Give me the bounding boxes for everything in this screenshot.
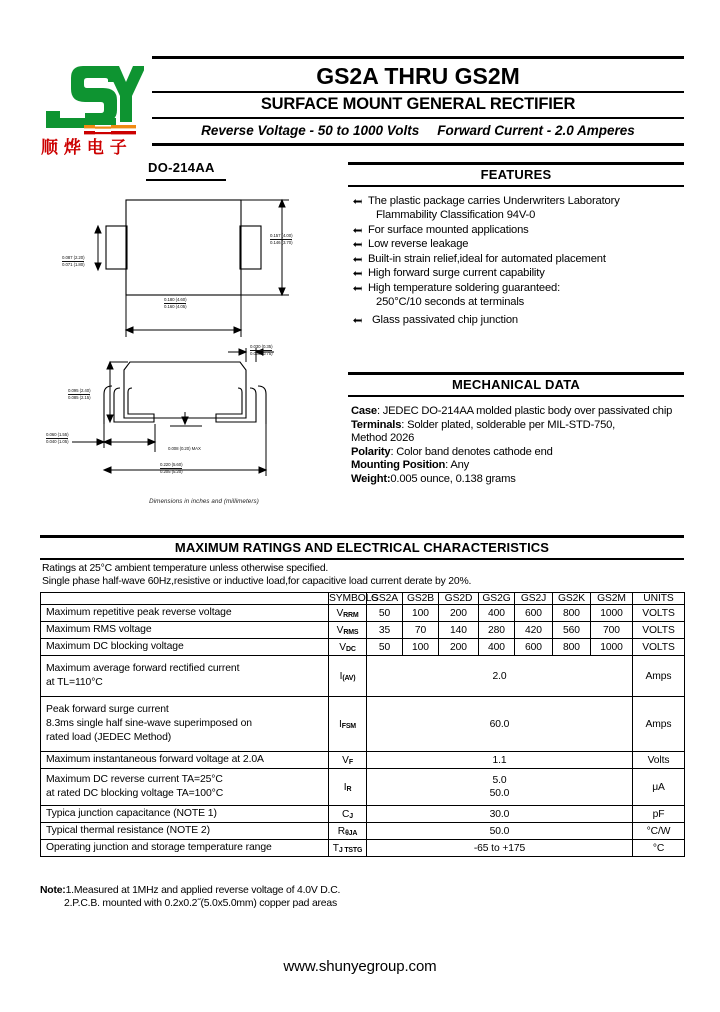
mechanical-row: Mounting Position: Any: [351, 459, 470, 472]
row-value: 100: [403, 605, 439, 622]
row-unit: μA: [633, 769, 685, 806]
feature-item: High temperature soldering guaranteed: 250°C/10 seconds at terminals: [352, 281, 684, 309]
mechanical-row: Method 2026: [351, 432, 415, 445]
row-value: 50: [367, 639, 403, 656]
table-row: [41, 697, 685, 752]
header-title-block: [152, 56, 684, 146]
row-symbol: $R_{\theta JA}$: [329, 823, 367, 840]
table-row: [41, 656, 685, 697]
row-value: 800: [553, 605, 591, 622]
diamond-arrow-bullet-icon: [353, 256, 362, 263]
header-units: UNITS: [633, 593, 685, 605]
ratings-condition-line: Ratings at 25°C ambient temperature unless otherwise specified.: [42, 563, 329, 574]
row-description: Maximum RMS voltage: [41, 622, 329, 639]
diamond-arrow-bullet-icon: [353, 198, 362, 205]
header-part-gs2a: GS2A: [367, 593, 403, 605]
package-name-label: DO-214AA: [148, 160, 215, 175]
row-value-spanned: 2.0: [367, 656, 633, 697]
table-row: [41, 806, 685, 823]
row-value: 50: [367, 605, 403, 622]
diamond-arrow-bullet-icon: [353, 285, 362, 292]
row-value: 420: [515, 622, 553, 639]
row-unit: VOLTS: [633, 605, 685, 622]
footnote-line-2: 2.P.C.B. mounted with 0.2x0.2˝(5.0x5.0mm) copper pad areas: [64, 898, 337, 909]
mechanical-row: Polarity: Color band denotes cathode end: [351, 445, 553, 458]
header-spec-line: [152, 119, 684, 143]
row-description: Maximum repetitive peak reverse voltage: [41, 605, 329, 622]
header-rule-bottom: [152, 143, 684, 146]
row-unit: Amps: [633, 656, 685, 697]
side-view-left-dimension: 0.095 (2.40) 0.085 (2.15): [68, 388, 91, 400]
row-value: 1000: [591, 605, 633, 622]
forward-current-spec: Forward Current - 2.0 Amperes: [437, 123, 635, 138]
row-value: 1000: [591, 639, 633, 656]
mechanical-row: Case: JEDEC DO-214AA molded plastic body over passivated chip: [351, 405, 673, 417]
row-value-spanned: 50.0: [367, 823, 633, 840]
side-view-bottom-dimension: 0.220 (5.60) 0.205 (5.20): [160, 462, 183, 474]
package-drawings: [42, 160, 342, 520]
footer-url[interactable]: www.shunyegroup.com: [283, 958, 437, 975]
row-description: Maximum instantaneous forward voltage at 2.0A: [41, 752, 329, 769]
feature-item: Glass passivated chip junction: [352, 313, 684, 327]
mechanical-row: Weight:0.005 ounce, 0.138 grams: [351, 472, 516, 485]
row-value: 100: [403, 639, 439, 656]
row-value: 140: [439, 622, 479, 639]
row-value: 400: [479, 639, 515, 656]
row-value: 560: [553, 622, 591, 639]
table-row: [41, 823, 685, 840]
header-part-gs2j: GS2J: [515, 593, 553, 605]
row-unit: °C: [633, 840, 685, 857]
ratings-heading: MAXIMUM RATINGS AND ELECTRICAL CHARACTERISTICS: [174, 540, 550, 555]
row-value: 200: [439, 639, 479, 656]
table-row: [41, 752, 685, 769]
side-view-lower-left-dimension: 0.060 (1.55) 0.040 (1.05): [46, 432, 69, 444]
row-unit: pF: [633, 806, 685, 823]
diamond-arrow-bullet-icon: [353, 241, 362, 248]
row-value: 600: [515, 605, 553, 622]
row-symbol: $V_{RMS}$: [329, 622, 367, 639]
header-part-gs2b: GS2B: [403, 593, 439, 605]
ratings-section: [40, 535, 684, 857]
features-panel: [348, 162, 684, 328]
mechanical-row: Terminals: Solder plated, solderable per MIL-STD-750,: [351, 418, 616, 431]
ratings-conditions: [40, 560, 684, 592]
row-value: 400: [479, 605, 515, 622]
company-logo: [40, 56, 144, 156]
row-value: 700: [591, 622, 633, 639]
page-title: GS2A THRU GS2M: [316, 63, 520, 89]
row-symbol: $I_{FSM}$: [329, 697, 367, 752]
row-symbol: $C_J$: [329, 806, 367, 823]
row-value-spanned: 30.0: [367, 806, 633, 823]
logo-mark-icon: [40, 56, 144, 156]
row-value: 35: [367, 622, 403, 639]
row-value: 200: [439, 605, 479, 622]
row-description: Maximum average forward rectified current at TL=110°C: [41, 656, 329, 697]
table-row: [41, 769, 685, 806]
table-header-row: [41, 593, 685, 605]
row-value-spanned: 1.1: [367, 752, 633, 769]
header-part-gs2d: GS2D: [439, 593, 479, 605]
row-unit: Amps: [633, 697, 685, 752]
mechanical-data-panel: [348, 372, 684, 487]
top-view-left-dimension: 0.087 (2.20) 0.071 (1.80): [62, 255, 85, 267]
row-symbol: $V_{RRM}$: [329, 605, 367, 622]
header-blank-cell: [41, 593, 329, 605]
diamond-arrow-bullet-icon: [353, 227, 362, 234]
row-value-spanned: 60.0: [367, 697, 633, 752]
row-symbol: $I_{(AV)}$: [329, 656, 367, 697]
side-view-top-right-dimension: 0.030 (0.35) 0.028 (0.75): [250, 344, 273, 356]
row-symbol: $V_{DC}$: [329, 639, 367, 656]
ratings-condition-line: Single phase half-wave 60Hz,resistive or inductive load,for capacitive load current derate by 20%.: [42, 575, 472, 587]
row-symbol: $T_{J TSTG}$: [329, 840, 367, 857]
header-part-gs2k: GS2K: [553, 593, 591, 605]
package-name-underline: [146, 179, 226, 181]
mechanical-list: [348, 397, 684, 487]
top-view-bottom-dimension: 0.180 (4.60) 0.160 (4.05): [164, 297, 187, 309]
table-row: [41, 840, 685, 857]
row-value: 600: [515, 639, 553, 656]
row-unit: Volts: [633, 752, 685, 769]
feature-item: High forward surge current capability: [352, 266, 684, 280]
row-unit: VOLTS: [633, 622, 685, 639]
row-description: Maximum DC blocking voltage: [41, 639, 329, 656]
table-row: [41, 639, 685, 656]
reverse-voltage-spec: Reverse Voltage - 50 to 1000 Volts: [201, 123, 420, 138]
page-header: [40, 56, 684, 156]
diamond-arrow-bullet-icon: [353, 270, 362, 277]
row-value-spanned: 5.0 50.0: [367, 769, 633, 806]
ratings-table: [40, 592, 685, 857]
row-value-spanned: -65 to +175: [367, 840, 633, 857]
row-description: Typical thermal resistance (NOTE 2): [41, 823, 329, 840]
row-description: Typica junction capacitance (NOTE 1): [41, 806, 329, 823]
package-top-view-drawing: [42, 182, 342, 354]
table-row: [41, 622, 685, 639]
feature-item: The plastic package carries Underwriters Laboratory Flammability Classification 94V-0: [352, 194, 684, 222]
row-description: Operating junction and storage temperature range: [41, 840, 329, 857]
header-symbols: SYMBOLS: [329, 593, 379, 605]
row-unit: °C/W: [633, 823, 685, 840]
row-value: 70: [403, 622, 439, 639]
table-row: [41, 605, 685, 622]
drawing-caption: Dimensions in inches and (millimeters): [149, 498, 259, 505]
row-value: 280: [479, 622, 515, 639]
header-part-gs2m: GS2M: [591, 593, 633, 605]
features-heading: FEATURES: [480, 167, 552, 182]
side-view-center-dimension: 0.008 (0.20) MAX: [168, 446, 201, 451]
package-side-view-drawing: [42, 340, 342, 500]
row-value: 800: [553, 639, 591, 656]
row-symbol: $I_R$: [329, 769, 367, 806]
feature-item: Low reverse leakage: [352, 237, 684, 251]
header-part-gs2g: GS2G: [479, 593, 515, 605]
footnotes: [40, 884, 340, 910]
row-description: Peak forward surge current 8.3ms single half sine-wave superimposed on rated load (JEDEC Method): [41, 697, 329, 752]
mechanical-heading: MECHANICAL DATA: [452, 377, 580, 392]
row-description: Maximum DC reverse current TA=25°C at rated DC blocking voltage TA=100°C: [41, 769, 329, 806]
row-symbol: $V_F$: [329, 752, 367, 769]
logo-chinese-text: 顺 烨 电 子: [41, 138, 127, 156]
features-list: [348, 187, 684, 327]
diamond-arrow-bullet-icon: [353, 317, 362, 324]
row-unit: VOLTS: [633, 639, 685, 656]
footnote-line-1: Note:1.Measured at 1MHz and applied reverse voltage of 4.0V D.C.: [40, 885, 341, 896]
top-view-right-dimension: 0.157 (4.00) 0.146 (3.70): [270, 233, 293, 245]
page-subtitle: SURFACE MOUNT GENERAL RECTIFIER: [260, 95, 576, 113]
feature-item: Built-in strain relief,ideal for automated placement: [352, 252, 684, 266]
feature-item: For surface mounted applications: [352, 223, 684, 237]
